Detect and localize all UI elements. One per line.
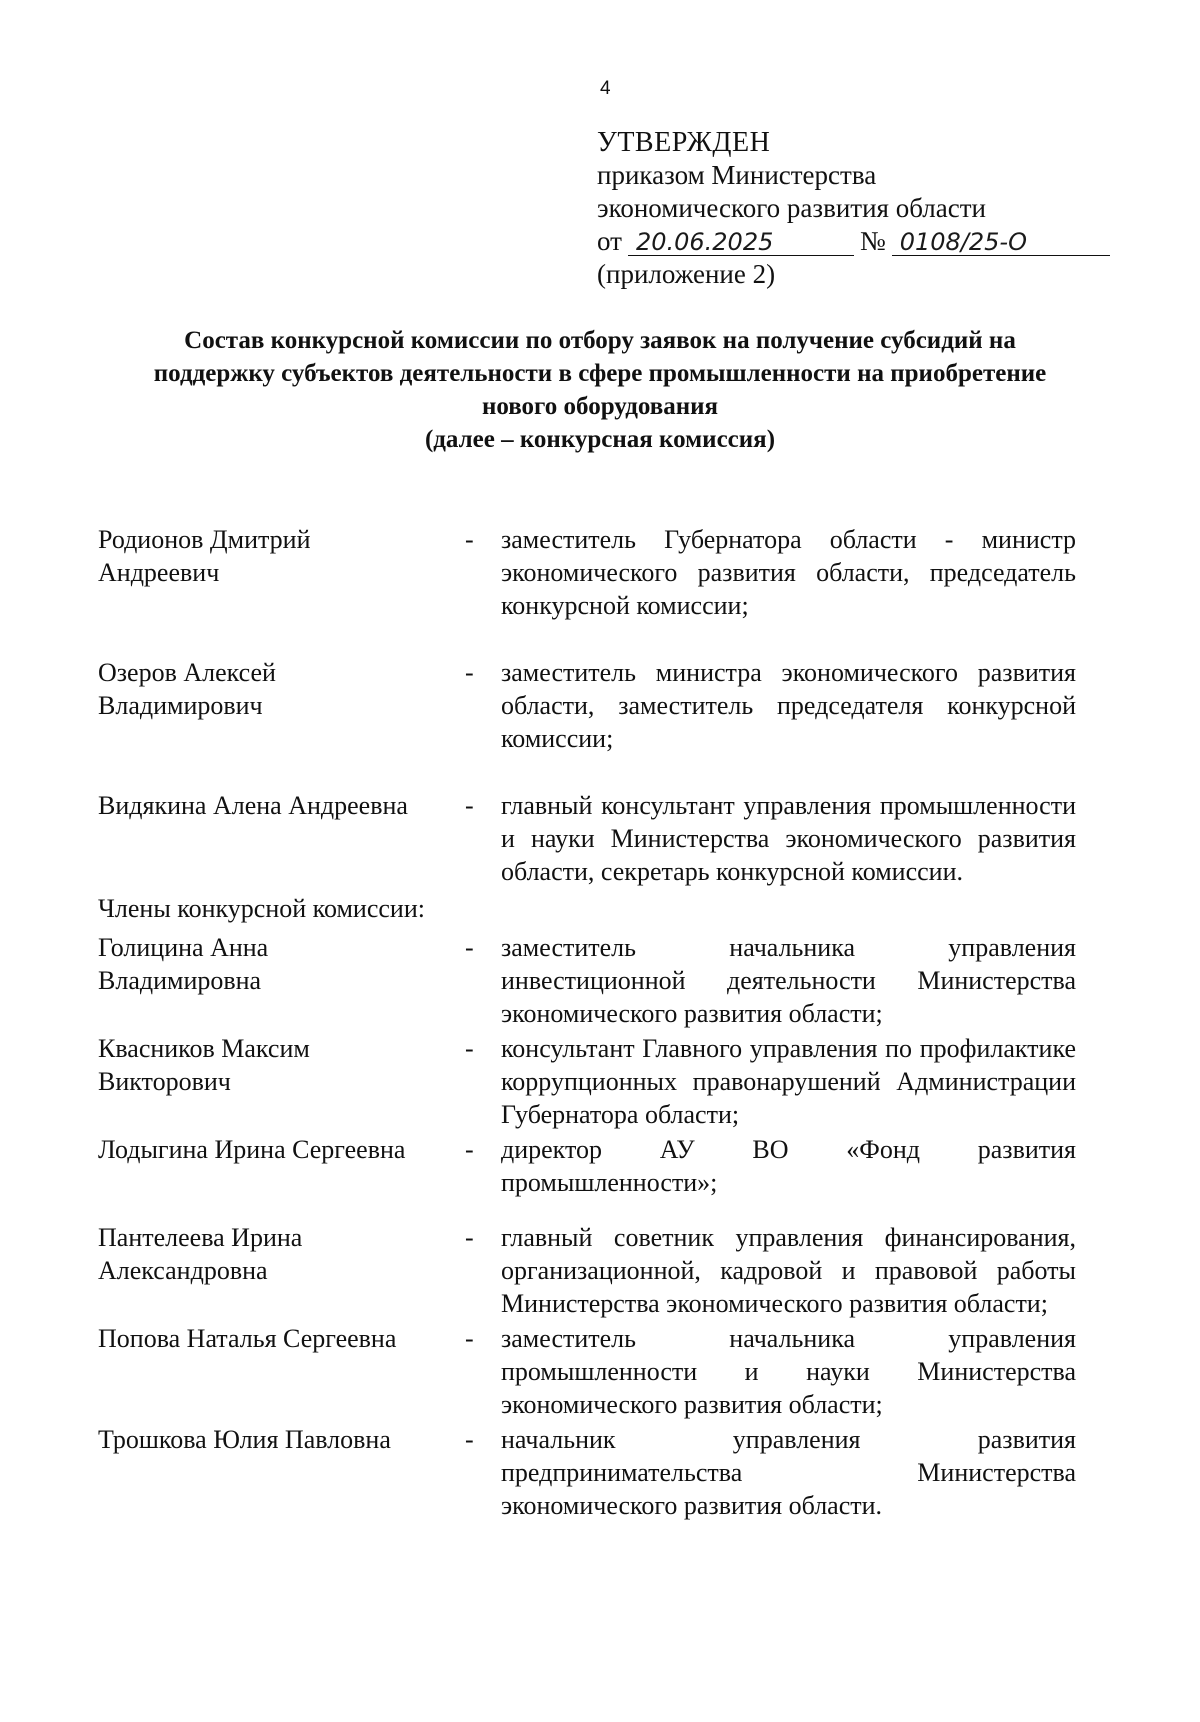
role-text: директор АУ ВО «Фонд развития промышленности»; [501, 1135, 1076, 1197]
dash: - [465, 1223, 474, 1252]
dash: - [465, 1425, 474, 1454]
member-row [98, 523, 1076, 622]
approval-line-1: приказом Министерства [597, 160, 877, 190]
number-prefix: № [859, 226, 886, 256]
member-name: Родионов Дмитрий Андреевич [98, 525, 311, 587]
member-name: Видякина Алена Андреевна [98, 791, 408, 820]
role-text: заместитель начальника управления инвестиционной деятельности Министерства экономического развития области; [501, 933, 1076, 1028]
members-heading: Члены конкурсной комиссии: [98, 894, 425, 923]
member-name: Голицина Анна Владимировна [98, 933, 269, 995]
document-title [60, 324, 1140, 456]
handwritten-order-number: 0108/25-О [892, 229, 1110, 256]
member-name: Пантелеева Ирина Александровна [98, 1223, 303, 1285]
member-row [98, 1221, 1076, 1320]
approval-line-2: экономического развития области [597, 193, 986, 223]
member-row [98, 1032, 1076, 1131]
dash: - [465, 791, 474, 820]
dash: - [465, 1034, 474, 1063]
member-role [465, 1322, 1076, 1421]
role-text: начальник управления развития предпринимательства Министерства экономического развития области. [501, 1425, 1076, 1520]
commission-members [98, 523, 1076, 1522]
approval-date-number-line [597, 225, 1110, 258]
role-text: главный советник управления финансирования, организационной, кадровой и правовой работы Министерства экономического развития области; [501, 1223, 1076, 1318]
member-role [465, 1423, 1076, 1522]
approval-block [597, 126, 1110, 291]
dash: - [465, 658, 474, 687]
member-name: Квасников Максим Викторович [98, 1034, 310, 1096]
member-role [465, 1133, 1076, 1199]
member-row [98, 931, 1076, 1030]
approval-title: УТВЕРЖДЕН [597, 127, 771, 158]
member-name: Озеров Алексей Владимирович [98, 658, 276, 720]
member-role [465, 931, 1076, 1030]
role-text: заместитель начальника управления промышленности и науки Министерства экономического развития области; [501, 1324, 1076, 1419]
member-row [98, 1133, 1076, 1199]
member-role [465, 789, 1076, 888]
role-text: заместитель Губернатора области - министр экономического развития области, председатель конкурсной комиссии; [501, 525, 1076, 620]
dash: - [465, 1135, 474, 1164]
member-row [98, 789, 1076, 888]
dash: - [465, 525, 474, 554]
title-line-2: поддержку субъектов деятельности в сфере промышленности на приобретение [153, 360, 1047, 387]
member-name: Трошкова Юлия Павловна [98, 1425, 391, 1454]
dash: - [465, 1324, 474, 1353]
handwritten-date: 20.06.2025 [628, 229, 854, 256]
member-name: Попова Наталья Сергеевна [98, 1324, 397, 1353]
member-row [98, 1423, 1076, 1522]
title-line-4: (далее – конкурсная комиссия) [424, 426, 776, 453]
member-row [98, 1322, 1076, 1421]
member-role [465, 1032, 1076, 1131]
role-text: главный консультант управления промышленности и науки Министерства экономического развития области, секретарь конкурсной комиссии. [501, 791, 1076, 886]
member-row [98, 656, 1076, 755]
title-line-1: Состав конкурсной комиссии по отбору заявок на получение субсидий на [184, 327, 1016, 354]
role-text: консультант Главного управления по профилактике коррупционных правонарушений Администрации Губернатора области; [501, 1034, 1076, 1129]
date-prefix: от [597, 226, 622, 256]
role-text: заместитель министра экономического развития области, заместитель председателя конкурсной комиссии; [501, 658, 1076, 753]
member-name: Лодыгина Ирина Сергеевна [98, 1135, 406, 1164]
approval-appendix: (приложение 2) [597, 259, 776, 289]
title-line-3: нового оборудования [481, 393, 719, 420]
page-number: 4 [600, 78, 611, 99]
member-role [465, 1221, 1076, 1320]
member-role [465, 523, 1076, 622]
dash: - [465, 933, 474, 962]
member-role [465, 656, 1076, 755]
